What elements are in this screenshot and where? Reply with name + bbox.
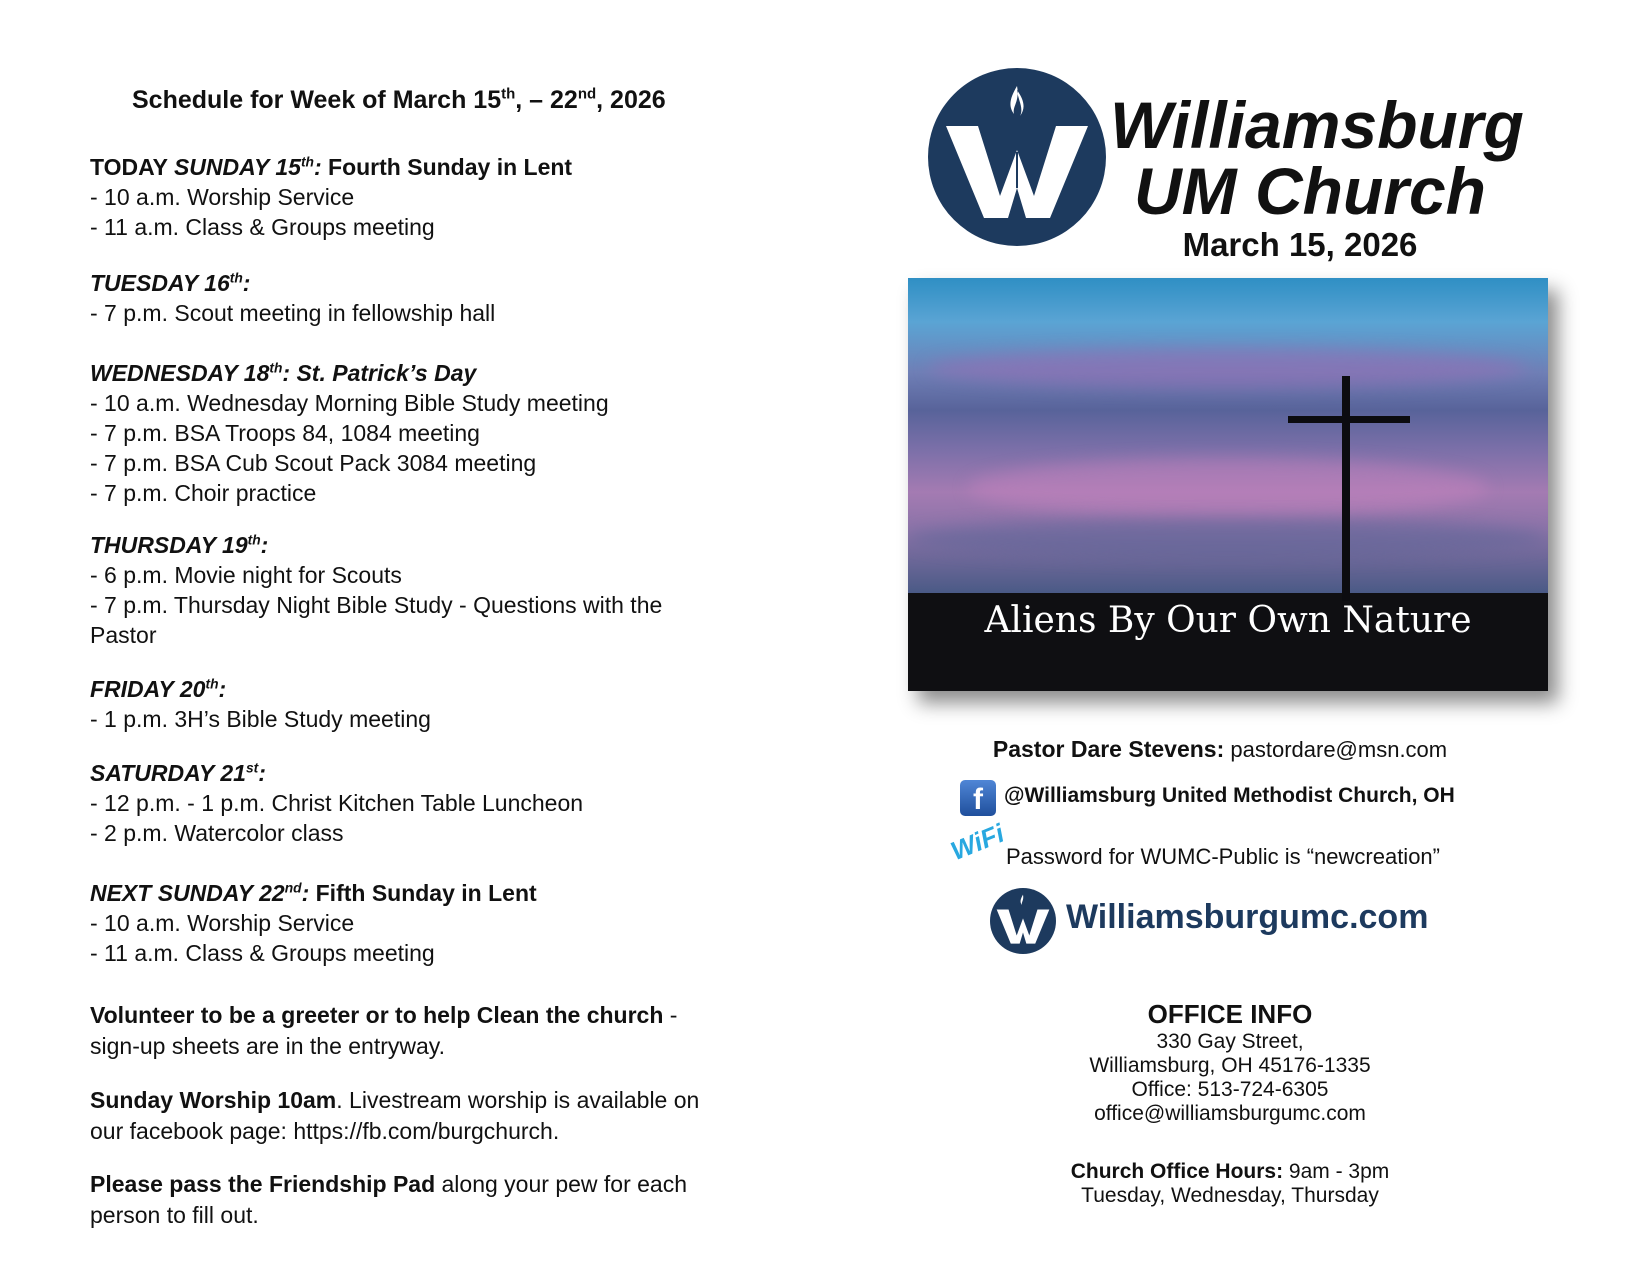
pastor-contact [940, 736, 1500, 763]
schedule-item: - 7 p.m. Choir practice [90, 480, 317, 506]
schedule-day [90, 268, 730, 328]
schedule-item: - 1 p.m. 3H’s Bible Study meeting [90, 706, 431, 732]
website-row [990, 888, 1510, 956]
church-name [1110, 88, 1524, 228]
schedule-title-part: , 2026 [596, 86, 666, 114]
schedule-title-sup: th [501, 85, 516, 103]
schedule-day [90, 758, 730, 848]
sermon-title: Aliens By Our Own Nature [984, 600, 1472, 641]
volunteer-note-bold: Volunteer to be a greeter or to help Clean the church [90, 1002, 664, 1028]
schedule-title-sup: nd [577, 85, 597, 103]
schedule-day-name: FRIDAY 20th: [90, 676, 227, 702]
sermon-photo [908, 278, 1548, 691]
volunteer-note [90, 1000, 730, 1062]
church-name-line2: UM Church [1134, 154, 1486, 228]
office-info [1020, 998, 1440, 1126]
office-street: 330 Gay Street, [1156, 1030, 1304, 1053]
wifi-icon: WiFi [946, 817, 1009, 867]
volunteer-note-text: - sign-up sheets are in the entryway. [90, 1002, 678, 1059]
schedule-item: - 7 p.m. BSA Troops 84, 1084 meeting [90, 420, 480, 446]
office-hours [1020, 1160, 1440, 1208]
schedule-day-heading [90, 530, 730, 560]
schedule-day-label: Fifth Sunday in Lent [309, 880, 537, 906]
bulletin-date: March 15, 2026 [1182, 226, 1418, 263]
schedule-day-heading [90, 268, 730, 298]
worship-note-bold: Sunday Worship 10am [90, 1087, 337, 1113]
wifi-password: Password for WUMC-Public is “newcreation” [1006, 844, 1440, 869]
schedule-day-name: THURSDAY 19th: [90, 532, 269, 558]
worship-note-text: . Livestream worship is available on our facebook page: https://fb.com/burgchurch. [90, 1087, 700, 1144]
pastor-email[interactable]: pastordare@msn.com [1230, 737, 1448, 762]
schedule-day-label: Fourth Sunday in Lent [321, 154, 573, 180]
schedule-day [90, 152, 730, 242]
office-city: Williamsburg, OH 45176-1335 [1089, 1054, 1371, 1077]
schedule-day [90, 878, 730, 968]
schedule-title [132, 86, 666, 115]
office-email[interactable]: office@williamsburgumc.com [1094, 1102, 1366, 1125]
schedule-item: - 11 a.m. Class & Groups meeting [90, 214, 435, 240]
schedule-day-name: NEXT SUNDAY 22nd: [90, 880, 310, 906]
schedule-day-heading [90, 758, 730, 788]
schedule-title-part: , – 22 [515, 86, 578, 114]
schedule-day [90, 674, 730, 734]
facebook-icon: f [960, 780, 996, 816]
office-hours-label: Church Office Hours: [1070, 1160, 1284, 1183]
friendship-note-text: along your pew for each person to fill out. [90, 1171, 688, 1228]
cross-icon [1342, 376, 1350, 601]
schedule-day-heading [90, 674, 730, 704]
schedule-day-name: SUNDAY 15th: [173, 154, 322, 180]
schedule-day-prefix: TODAY [90, 154, 174, 180]
schedule-day-heading [90, 358, 730, 388]
schedule-item: - 6 p.m. Movie night for Scouts [90, 562, 402, 588]
office-hours-time: 9am - 3pm [1283, 1160, 1390, 1183]
friendship-note-bold: Please pass the Friendship Pad [90, 1171, 436, 1197]
schedule-day [90, 530, 730, 650]
schedule-day-name: WEDNESDAY 18th: St. Patrick’s Day [90, 360, 477, 386]
office-info-title: OFFICE INFO [1147, 999, 1313, 1029]
wifi-row [946, 817, 1518, 880]
schedule-item: - 12 p.m. - 1 p.m. Christ Kitchen Table Luncheon [90, 790, 584, 816]
schedule-item: - 10 a.m. Wednesday Morning Bible Study meeting [90, 390, 609, 416]
church-logo [928, 68, 1106, 246]
facebook-row [960, 780, 1520, 820]
schedule-item: - 2 p.m. Watercolor class [90, 820, 344, 846]
website-logo-icon [990, 888, 1056, 954]
cross-icon-bar [1288, 416, 1410, 423]
schedule-item: - 11 a.m. Class & Groups meeting [90, 940, 435, 966]
schedule-item: - 7 p.m. Scout meeting in fellowship hall [90, 300, 496, 326]
friendship-note [90, 1169, 730, 1231]
church-name-line1: Williamsburg [1110, 88, 1524, 162]
schedule-title-part: Schedule for Week of March 15 [132, 86, 502, 114]
website-link[interactable]: Williamsburgumc.com [1066, 898, 1429, 936]
schedule-item: - 10 a.m. Worship Service [90, 910, 355, 936]
pastor-label: Pastor Dare Stevens: [992, 736, 1225, 762]
office-phone: Office: 513-724-6305 [1131, 1078, 1329, 1101]
church-logo-mark [928, 68, 1106, 246]
schedule-item: - 7 p.m. Thursday Night Bible Study - Questions with the Pastor [90, 592, 663, 648]
schedule-day-name: SATURDAY 21st: [90, 760, 266, 786]
schedule-day-name: TUESDAY 16th: [90, 270, 251, 296]
worship-note [90, 1085, 730, 1147]
schedule-item: - 7 p.m. BSA Cub Scout Pack 3084 meeting [90, 450, 537, 476]
facebook-handle[interactable]: @Williamsburg United Methodist Church, OH [1004, 784, 1455, 807]
schedule-day-heading [90, 878, 730, 908]
photo-sky [908, 278, 1548, 593]
schedule-item: - 10 a.m. Worship Service [90, 184, 355, 210]
schedule-day-heading [90, 152, 730, 182]
office-hours-days: Tuesday, Wednesday, Thursday [1081, 1184, 1379, 1207]
schedule-day [90, 358, 730, 508]
